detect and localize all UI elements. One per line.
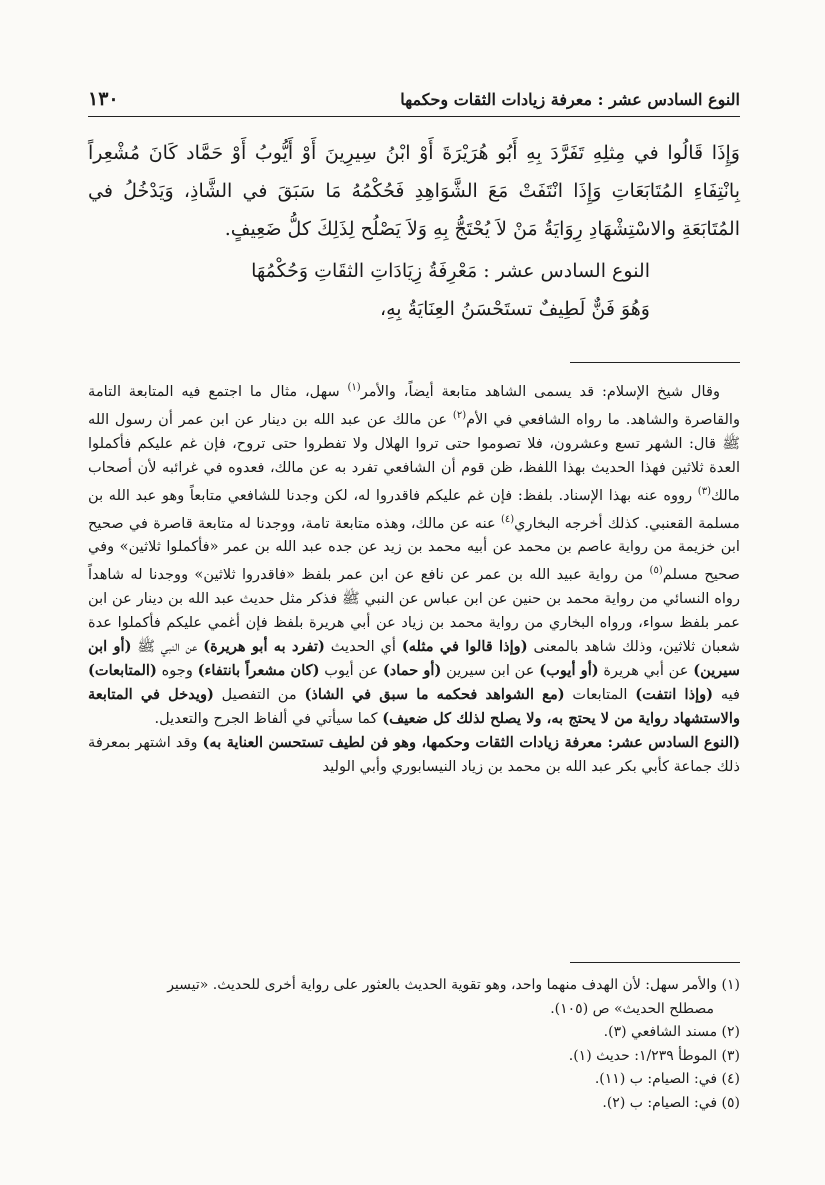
text-run: عن النبي ﷺ (131, 638, 204, 656)
footnote-ref[interactable]: (٢) (452, 409, 467, 421)
header-title: النوع السادس عشر : معرفة زيادات الثقات وحكمها (400, 90, 740, 109)
footnote-item (88, 1021, 740, 1045)
matn-paragraph: وَإِذَا قَالُوا في مِثلِهِ تَفَرَّدَ بِهِ أَبُو هُرَيْرَةَ أَوْ ابْنُ سِيرِينَ أَوْ أَيُّوبُ أَوْ حَمَّاد كَانَ مُشْعِراً بِانْتِفَاءِ المُتَابَعَاتِ وَإِذَا انْتَفَتْ مَعَ الشَّوَاهِدِ فَحُكْمُهُ مَا سَبَقَ في الشَّاذِ، وَيَدْخُلُ في المُتَابَعَةِ والاسْتِشْهَادِ رِوَايَةُ مَنْ لاَ يُحْتَجُّ بِهِ وَلاَ يَصْلُح لِذَلِكَ كلُّ ضَعِيفٍ. (88, 142, 740, 240)
text-run: عن أبي هريرة (598, 662, 694, 680)
quoted-matn: (أو أيوب) (539, 662, 599, 680)
footnote-text: في: الصيام: ب (٢). (602, 1094, 718, 1111)
text-run: عن مالك عن عبد الله بن دينار عن ابن عمر أن رسول الله ﷺ قال: الشهر تسع وعشرون، فلا تصوموا حتى تروا الهلال ولا تفطروا حتى تروح، فإن غم عليكم فأكملوا العدة ثلاثين فهذا الحديث بهذا اللفظ، ظن قوم أن الشافعي تفرد به عن مالك، فعدوه في غرائبه لأن أصحاب مالك (88, 410, 740, 504)
footnote-text: الموطأ ١/٢٣٩: حديث (١). (568, 1047, 718, 1064)
quoted-matn: (أو حماد) (382, 662, 442, 680)
book-page (88, 84, 740, 1164)
quoted-matn: (وإذا قالوا في مثله) (401, 638, 528, 656)
quoted-matn: (كان مشعراً بانتفاء) (197, 662, 320, 680)
text-run: وقال شيخ الإسلام: قد يسمى الشاهد متابعة أيضاً، والأمر (360, 382, 720, 400)
footnote-number: (١) (721, 977, 740, 993)
quoted-matn: (تفرد به أبو هريرة) (203, 638, 325, 656)
quoted-matn: (وإذا انتفت) (635, 686, 714, 704)
footnote-item (88, 974, 740, 1021)
footnote-ref[interactable]: (١) (347, 382, 361, 393)
footnote-ref[interactable]: (٣) (697, 485, 711, 497)
running-header (88, 90, 740, 117)
footnote-ref[interactable]: (٤) (500, 513, 515, 525)
footnote-number: (٣) (721, 1047, 740, 1064)
main-text (88, 134, 740, 328)
commentary (88, 376, 740, 779)
footnote-item (88, 1045, 740, 1069)
footnote-item (88, 1068, 740, 1092)
text-run: فيه (713, 686, 741, 704)
quoted-matn: (مع الشواهد فحكمه ما سبق في الشاذ) (304, 686, 565, 704)
quoted-matn: (ويدخل في المتابعة والاستشهاد رواية من لا يحتج به، ولا يصلح لذلك كل ضعيف) (88, 686, 740, 728)
text-run: من رواية عبيد الله بن عمر عن نافع عن ابن عمر بلفظ «فاقدروا ثلاثين» ووجدنا له شاهداً رواه النسائي من رواية محمد بن حنين عن ابن عباس عن النبي ﷺ فذكر مثل حديث عبد الله بن دينار عن ابن عمر بلفظ سواء، ورواه البخاري من رواية محمد بن زياد عن أبي هريرة بلفظ فإن أغمي عليكم فأكملوا عدة شعبان ثلاثين، وذلك شاهد بالمعنى (88, 566, 740, 656)
text-run: وقد اشتهر بمعرفة ذلك جماعة كأبي بكر عبد الله بن محمد بن زياد النيسابوري وأبي الوليد (88, 734, 740, 776)
text-run: عنه عن مالك، وهذه متابعة تامة، ووجدنا له متابعة قاصرة في صحيح ابن خزيمة من رواية عاصم بن محمد عن أبيه محمد بن زيد عن جده عبد الله بن عمر «فأكملوا ثلاثين» وفي صحيح مسلم (88, 514, 741, 584)
text-run: وجوه (156, 662, 198, 680)
text-run: سهل، مثال ما اجتمع فيه المتابعة التامة والقاصرة والشاهد. ما رواه الشافعي في الأم (88, 382, 740, 428)
section-subheading: وَهُوَ فَنٌّ لَطِيفٌ تستَحْسَنُ العِنَايَةُ بِهِ، (379, 298, 650, 320)
text-run: عن أيوب (319, 662, 383, 680)
footnote-text-continued: مصطلح الحديث» ص (١٠٥). (550, 1000, 714, 1017)
quoted-matn: (النوع السادس عشر: معرفة زيادات الثقات وحكمها، وهو فن لطيف تستحسن العناية به) (202, 734, 740, 752)
commentary-paragraph (88, 376, 740, 731)
text-run: كما سيأتي في ألفاظ الجرح والتعديل. (154, 710, 383, 728)
footnotes (88, 974, 740, 1115)
quoted-matn: (أو ابن سيرين) (88, 638, 740, 680)
footnote-number: (٥) (721, 1094, 740, 1111)
footnote-text: مسند الشافعي (٣). (603, 1024, 718, 1040)
commentary-paragraph (88, 731, 740, 779)
footnote-text: في: الصيام: ب (١١). (594, 1071, 718, 1087)
matn-separator (570, 362, 740, 363)
footnote-number: (٤) (721, 1071, 740, 1087)
footnote-separator (570, 962, 740, 963)
text-run: عن ابن سيرين (441, 662, 540, 680)
text-run: من التفصيل (213, 686, 305, 704)
text-run: رووه عنه بهذا الإسناد. بلفظ: فإن غم عليكم فاقدروا له، لكن وجدنا للشافعي متابعاً وهو عبد الله بن مسلمة القعنبي. كذلك أخرجه البخاري (88, 486, 740, 532)
page-number: ١٣٠ (88, 88, 119, 110)
footnote-number: (٢) (721, 1024, 740, 1040)
footnote-item (88, 1092, 740, 1116)
quoted-matn: (المتابعات) (88, 662, 157, 680)
footnote-ref[interactable]: (٥) (649, 565, 663, 577)
text-run: أي الحديث (324, 638, 402, 656)
section-heading: النوع السادس عشر : مَعْرِفَةُ زِيَادَاتِ الثقَاتِ وَحُكْمُهَا (251, 260, 650, 282)
footnote-text: والأمر سهل: لأن الهدف منهما واحد، وهو تقوية الحديث بالعثور على رواية أخرى للحديث. «تيسير (167, 977, 718, 993)
text-run: المتابعات (564, 686, 636, 704)
